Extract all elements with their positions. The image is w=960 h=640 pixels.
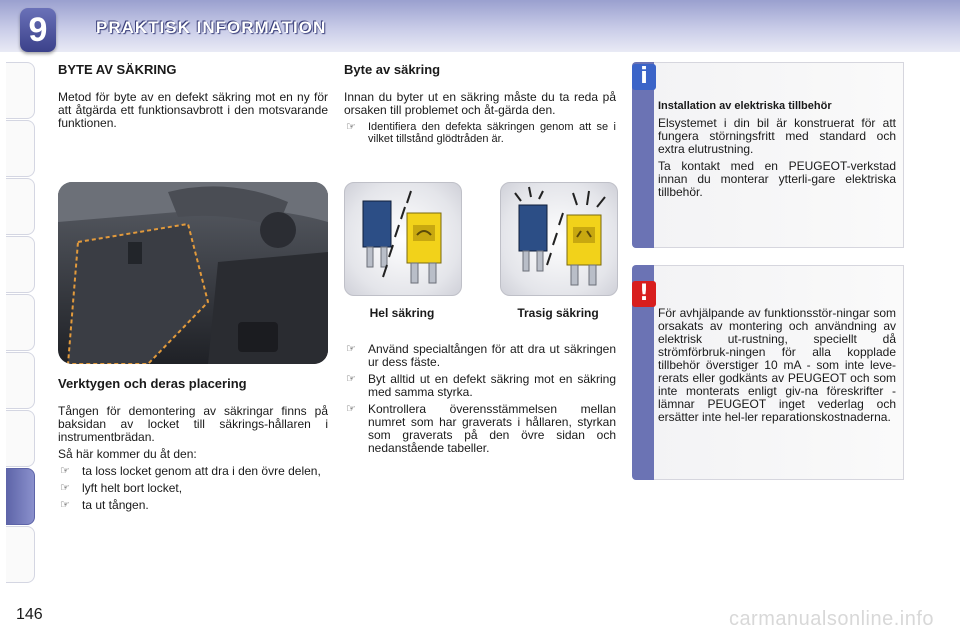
- list-item: ☞ lyft helt bort locket,: [60, 481, 183, 495]
- list-item: ☞ Använd specialtången för att dra ut säkringen ur dess fäste.: [346, 342, 616, 369]
- list-item: ☞ ta loss locket genom att dra i den övre delen,: [60, 464, 321, 478]
- pointing-hand-icon: ☞: [60, 465, 70, 477]
- middle-column: [344, 62, 616, 145]
- section-heading: BYTE AV SÄKRING: [58, 62, 177, 77]
- tools-text: Tången för demontering av säkringar finns på baksidan av locket till säkrings-hållaren i instrumentbrädan.: [58, 404, 328, 444]
- chapter-tab[interactable]: [6, 410, 35, 467]
- chapter-tab-active[interactable]: [6, 468, 35, 525]
- warning-text: För avhjälpande av funktionsstör-ningar som orsakats av montering och användning av elektrisk ut-rustning, speciellt då strömförbruk-ningen för alla kopplade tillbehör överstiger 10 mA - som inte leve-rerats eller godkänts av PEUGEOT och som inte monterats enligt giv-na föreskrifter - lämnar PEUGEOT inget vederlag och ersätter inte hel-ler reparationskostnaderna.: [658, 306, 896, 424]
- section-heading: Verktygen och deras placering: [58, 376, 247, 391]
- chapter-tab[interactable]: [6, 62, 35, 119]
- page-number: 146: [16, 606, 43, 623]
- chapter-badge: 9: [20, 8, 56, 52]
- warning-content: [658, 307, 896, 424]
- info-icon: i: [632, 64, 656, 90]
- chapter-tab[interactable]: [6, 236, 35, 293]
- warning-icon: !: [632, 281, 656, 307]
- pointing-hand-icon: ☞: [346, 373, 356, 385]
- good-fuse-caption: Hel säkring: [369, 306, 435, 320]
- chapter-tab[interactable]: [6, 178, 35, 235]
- intro-text: Metod för byte av en defekt säkring mot en ny för att åtgärda ett funktionsavbrott i den motsvarande funktionen.: [58, 90, 328, 130]
- fusebox-photo: [58, 182, 328, 364]
- list-item: ☞ Byt alltid ut en defekt säkring mot en säkring med samma styrka.: [346, 372, 616, 399]
- list-item: ☞ Kontrollera överensstämmelsen mellan numret som har graverats i hållaren, styrkan som graverats på den övre sidan och nedanstående tabeller.: [346, 402, 616, 455]
- warning-box: [632, 265, 904, 480]
- chapter-tab[interactable]: [6, 294, 35, 351]
- pointing-hand-icon: ☞: [346, 403, 356, 415]
- access-intro: Så här kommer du åt den:: [58, 447, 197, 461]
- chapter-tab[interactable]: [6, 352, 35, 409]
- tools-section: [58, 376, 328, 512]
- chapter-tab[interactable]: [6, 120, 35, 177]
- info-content: [658, 100, 896, 199]
- pointing-hand-icon: ☞: [346, 121, 356, 133]
- info-paragraph: Ta kontakt med en PEUGEOT-verkstad innan du monterar ytterli-gare elektriska tillbehör.: [658, 159, 896, 199]
- blown-fuse-caption: Trasig säkring: [517, 306, 599, 320]
- page-header: [0, 0, 960, 52]
- instruction-list: [344, 343, 616, 455]
- list-item: ☞ ta ut tången.: [60, 498, 149, 512]
- chapter-tabs: [0, 62, 36, 582]
- pointing-hand-icon: ☞: [346, 343, 356, 355]
- info-box: [632, 62, 904, 248]
- watermark: carmanualsonline.info: [728, 608, 934, 630]
- left-column: [58, 62, 328, 130]
- info-title: Installation av elektriska tillbehör: [658, 100, 832, 112]
- info-paragraph: Elsystemet i din bil är konstruerat för att fungera störningsfritt med standard och extra elutrustning.: [658, 116, 896, 156]
- page-title: PRAKTISK INFORMATION: [96, 18, 327, 37]
- pointing-hand-icon: ☞: [60, 499, 70, 511]
- note-item: ☞ Identifiera den defekta säkringen genom att se i vilket tillstånd glödtråden är.: [346, 121, 616, 145]
- pointing-hand-icon: ☞: [60, 482, 70, 494]
- intro-text: Innan du byter ut en säkring måste du ta reda på orsaken till problemet och åt-gärda den.: [344, 90, 616, 117]
- good-fuse-illustration: [344, 182, 462, 296]
- section-heading: Byte av säkring: [344, 62, 441, 77]
- blown-fuse-illustration: [500, 182, 618, 296]
- chapter-tab[interactable]: [6, 526, 35, 583]
